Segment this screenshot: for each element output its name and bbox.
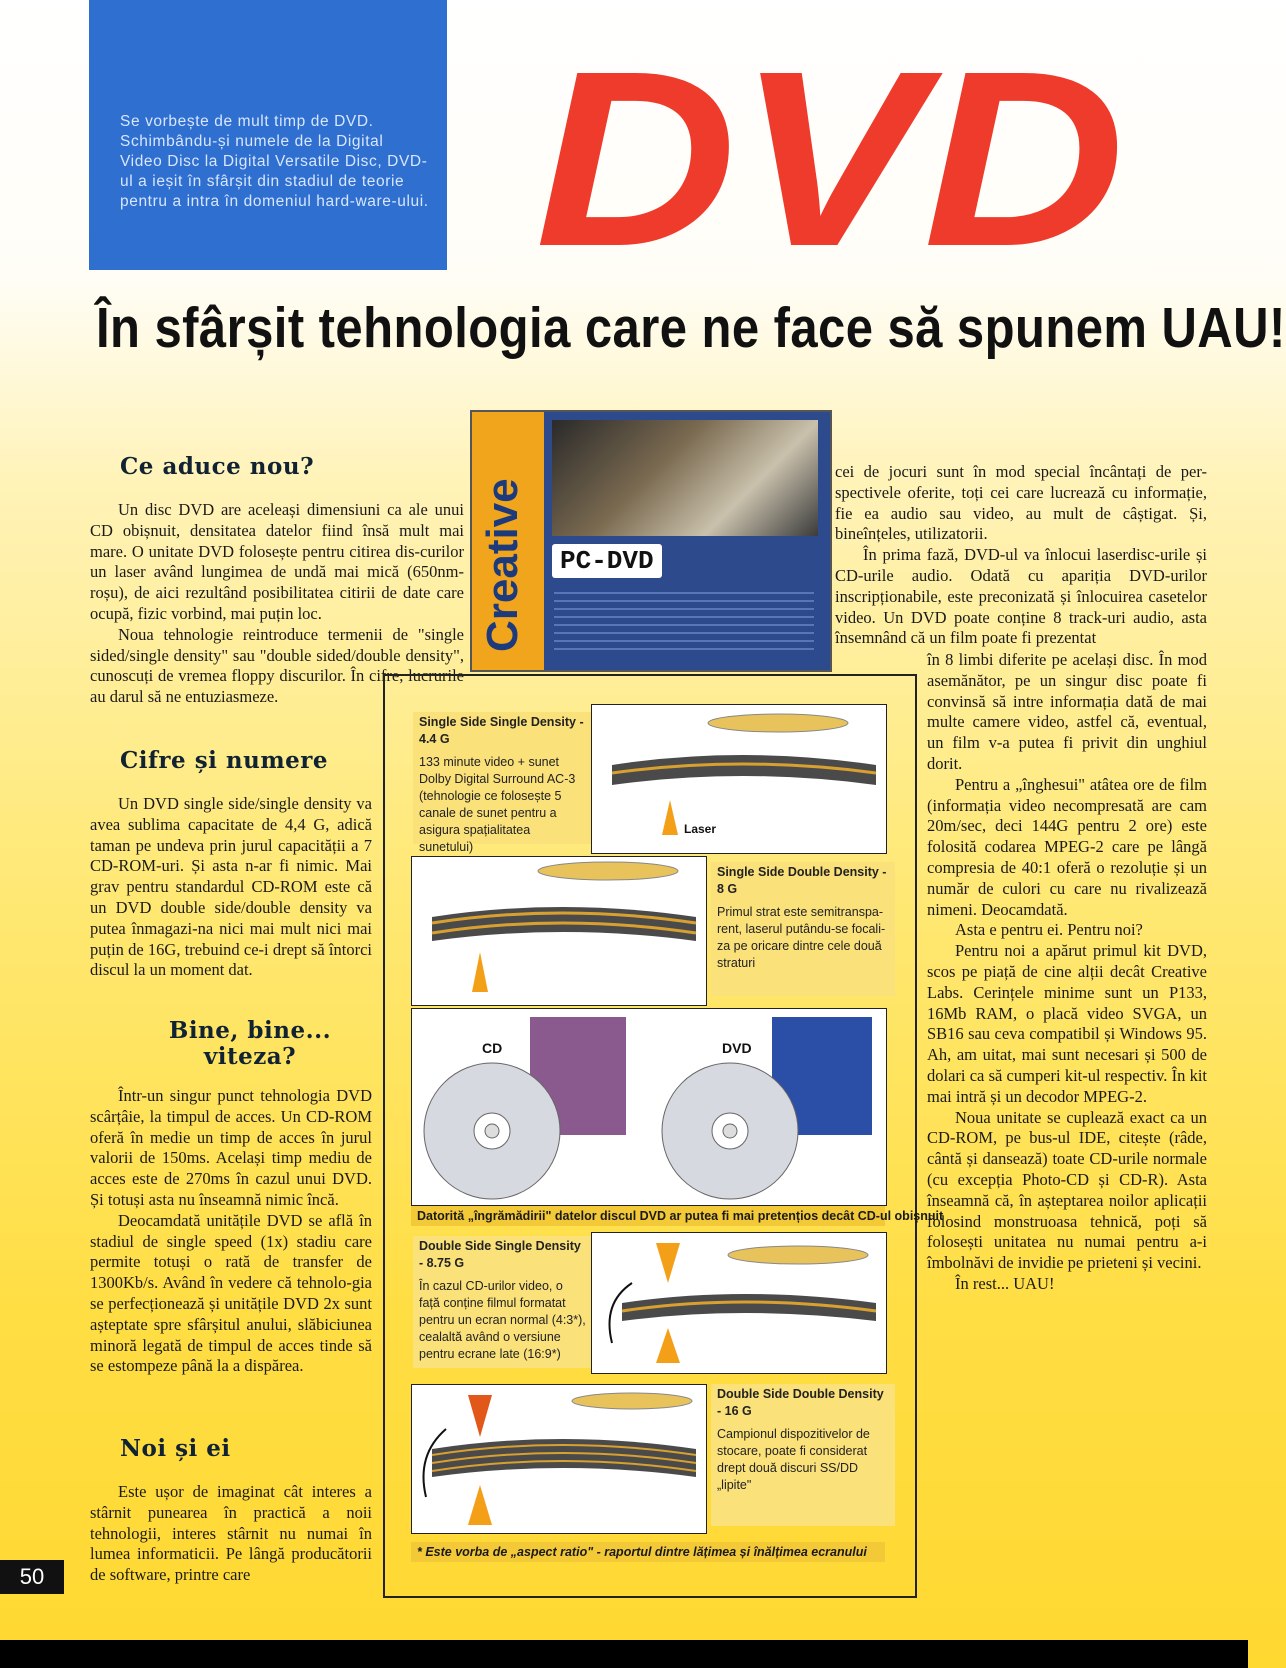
section-body-4 [90, 1482, 372, 1586]
creative-pc-dvd-box-image [470, 410, 832, 672]
headline: În sfârșit tehnologia care ne face să spunem UAU! [96, 296, 1286, 360]
pc-dvd-label: PC-DVD [552, 544, 662, 578]
paragraph: Este ușor de imaginat cât interes a stârnit punearea în practică a noii tehnologii, interes stârnit nu numai în lumea informaticii. Pe lângă producătorii de software, printre care [90, 1482, 372, 1585]
paragraph: în 8 limbi diferite pe același disc. În mod asemănător, pe un singur disc poate fi convinsă să intre informația dată de mai multe camere video, astfel că, eventual, un film v-a putea fi privit din unghiul dorit. [927, 650, 1207, 773]
dvd-formats-diagram [383, 674, 944, 1598]
section-body-2 [90, 794, 372, 981]
ds-dd-title: Double Side Double Density - 16 G [717, 1387, 884, 1418]
aspect-ratio-footnote: * Este vorba de „aspect ratio" - raportul dintre lățimea și înălțimea ecranului [411, 1542, 885, 1562]
dvd-logo-text: DVD [535, 19, 1125, 298]
product-photo [552, 420, 818, 536]
ss-dd-text: Primul strat este semitranspa-rent, laserul putându-se focali-za pe oricare dintre cele două straturi [717, 905, 886, 970]
ds-dd-text: Campionul dispozitivelor de stocare, poate fi considerat drept două discuri SS/DD „lipite" [717, 1427, 870, 1492]
ds-sd-caption [413, 1236, 593, 1368]
paragraph: În rest... UAU! [955, 1273, 1055, 1293]
ds-sd-text: În cazul CD-urilor video, o față conține filmul formatat pentru un ecran normal (4:3*), cealaltă având o versiune pentru ecrane late (16:9*) [419, 1279, 586, 1361]
paragraph: Un disc DVD are aceleași dimensiuni ca ale unui CD obișnuit, densitatea datelor fiind însă mult mai mare. O unitate DVD folosește pentru citirea dis-curilor un laser având lungimea de undă mai mică (650nm-roșu), de aici rezultând posibilitatea citirii de date care ocupă, fizic vorbind, mai puțin loc. [90, 500, 464, 623]
paragraph: Un DVD single side/single density va avea sublima capacitate de 4,4 G, adică taman pe undeva prin jurul capacității a 7 CD-ROM-uri. Și asta n-ar fi nimic. Mai grav pentru standardul CD-ROM este că un DVD double side/double density va putea înmagazi-na nici mai mult nici mai puțin de 16G, trebuind ce-i drept să întorci discul la un moment dat. [90, 794, 372, 980]
section-body-3 [90, 1086, 372, 1377]
section-title-bine-bine-viteza: Bine, bine... viteza? [168, 1017, 332, 1070]
paragraph: Pentru a „înghesui" atâtea ore de film (informația video necompresată are cam 20m/sec, deci 144G pentru 2 ore) este folosită codarea MPEG-2 care pe lângă compresia de 40:1 oferă o rezoluție și un număr de culori cu care nu rivalizează nimeni. Deocamdată. [927, 774, 1207, 919]
dvd-logo [530, 19, 1130, 298]
intro-text: Se vorbește de mult timp de DVD. Schimbându-și numele de la Digital Video Disc la Digital Versatile Disc, DVD-ul a ieșit în sfârșit din stadiul de teorie pentru a intra în domeniul hard-ware-ului. [120, 113, 429, 210]
section-title-ce-aduce-nou: Ce aduce nou? [120, 453, 315, 480]
paragraph: Noua unitate se cuplează exact ca un CD-ROM, pe bus-ul IDE, citește (râde, cântă și dansează) toate CD-urile normale (cu excepția Photo-CD și CD-R). Asta înseamnă că, în așteptarea noilor aplicații folosind monstruoasa tehnică, poți să folosești unitatea nu numai pentru a-i îmbolnăvi de invidie pe prieteni și vecini. [927, 1107, 1207, 1273]
section-title-cifre-si-numere: Cifre și numere [120, 747, 329, 774]
laser-label: Laser [684, 822, 717, 836]
paragraph: Într-un singur punct tehnologia DVD scârțâie, la timpul de acces. Un CD-ROM oferă în medie un timp de acces în jurul valorii de 150ms. Același timp mediu de acces este de 270ms în cazul unui DVD. Și totuși asta nu înseamnă nimic încă. [90, 1086, 372, 1209]
ds-sd-illustration [591, 1232, 887, 1374]
ss-dd-caption [711, 862, 895, 996]
page-number: 50 [0, 1560, 64, 1594]
brand-strip [472, 412, 544, 670]
ss-sd-text: 133 minute video + sunet Dolby Digital Surround AC-3 (tehnologie ce folosește 5 canale de sunet pentru a asigura spațialitatea sunetului) [419, 755, 576, 854]
section-title-noi-si-ei: Noi și ei [120, 1435, 231, 1462]
ss-dd-title: Single Side Double Density - 8 G [717, 865, 887, 896]
ds-sd-title: Double Side Single Density - 8.75 G [419, 1239, 581, 1270]
ds-dd-illustration [411, 1384, 707, 1534]
paragraph: Deocamdată unitățile DVD se află în stadiul de single speed (1x) stadiu care permite totuși o rată de transfer de 1300Kb/s. Având în vedere că tehnolo-gia se perfecționează și unitățile DVD 2x sunt așteptate spre sfârșitul anului, slăbiciunea minoră legată de timpul de acces tinde să se estompeze până la a dispărea. [90, 1210, 372, 1376]
cd-vs-dvd-caption: Datorită „îngrămădirii" datelor discul DVD ar putea fi mai pretențios decât CD-ul obișnuit [411, 1206, 885, 1226]
right-column-narrow [927, 650, 1207, 1295]
ss-dd-illustration [411, 856, 707, 1006]
right-column-top [835, 462, 1207, 649]
paragraph: Noua tehnologie reintroduce termenii de "single sided/single density" sau "double sided/double density", cunoscuți de vremea floppy discurilor. În cifre, lucrurile au darul să ne entuziasmeze. [90, 624, 464, 707]
paragraph: Pentru noi a apărut primul kit DVD, scos pe piață de cine alții decât Creative Labs. Cerințele minime sunt un P133, 16Mb RAM, o placă video SVGA, un SB16 sau ceva compatibil și Windows 95. Ah, am uitat, mai sunt necesari și 500 de dolari ca să cumperi kit-ul respectiv. În kit mai intră și un decodor MPEG-2. [927, 941, 1207, 1106]
ss-sd-caption [413, 712, 593, 854]
dvd-label: DVD [722, 1040, 752, 1056]
ds-dd-caption [711, 1384, 895, 1526]
bottom-bar [0, 1640, 1248, 1668]
cd-vs-dvd-illustration [411, 1008, 887, 1206]
cd-label: CD [482, 1040, 503, 1056]
creative-brand-text: Creative [478, 478, 527, 652]
paragraph: cei de jocuri sunt în mod special încântați de per-spectivele oferite, toți cei care lucrează cu informație, fie ea audio sau video, au mult de câștigat. Și, bineînțeles, utilizatorii. [835, 462, 1207, 544]
paragraph: În prima fază, DVD-ul va înlocui laserdisc-urile și CD-urile audio. Odată cu apariția DVD-urilor inscripționabile, este preconizată și înlocuirea casetelor video. Un DVD poate conține 8 track-uri audio, asta însemnând că un film poate fi prezentat [835, 545, 1207, 648]
ss-sd-title: Single Side Single Density - 4.4 G [419, 715, 584, 746]
ss-sd-illustration [591, 704, 887, 854]
paragraph: Asta e pentru ei. Pentru noi? [955, 920, 1143, 940]
box-fine-print [554, 592, 814, 652]
